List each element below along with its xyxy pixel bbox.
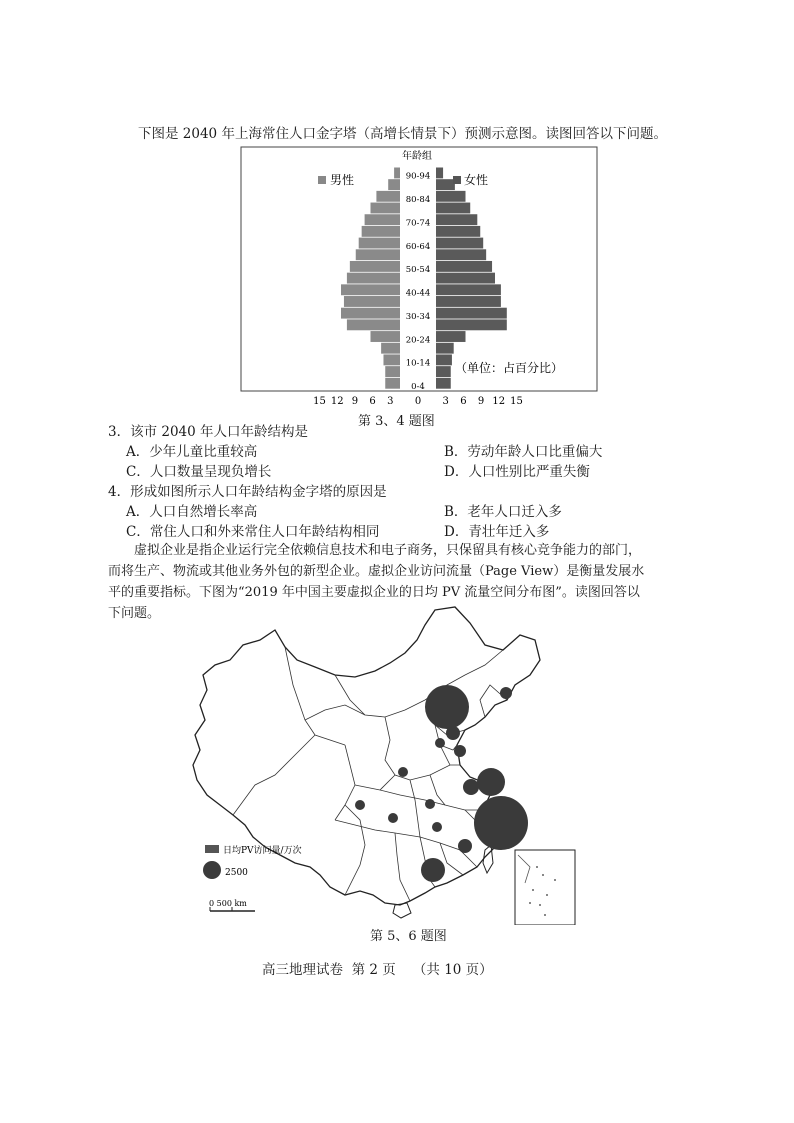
taiwan-island [483, 845, 493, 873]
male-bar [388, 179, 400, 190]
female-bar [436, 366, 451, 377]
male-bar [371, 203, 401, 214]
x-tick-label: 6 [369, 396, 376, 407]
x-tick-label: 3 [387, 396, 394, 407]
pv-bubble [477, 768, 505, 796]
age-label: 40-44 [405, 288, 431, 299]
male-legend-swatch [318, 176, 326, 184]
pv-bubble [388, 813, 398, 823]
female-bar [436, 273, 495, 284]
q4-option-a: A．人口自然增长率高 [126, 504, 258, 520]
age-label: 90-94 [405, 171, 431, 182]
pv-bubble [500, 687, 512, 699]
paragraph-line-2: 而将生产、物流或其他业务外包的新型企业。虚拟企业访问流量（Page View）是衡量发展水 [108, 564, 645, 579]
male-bar [383, 354, 400, 365]
female-bar [436, 249, 486, 260]
paragraph-line-3: 平的重要指标。下图为“2019 年中国主要虚拟企业的日均 PV 流量空间分布图”。读图回答以 [108, 585, 640, 600]
legend-title: 日均PV访问量/万次 [223, 846, 302, 856]
male-bar [381, 343, 400, 354]
map-caption: 第 5、6 题图 [370, 929, 447, 944]
age-label: 70-74 [405, 218, 431, 229]
pv-bubble [355, 800, 365, 810]
pv-bubble [421, 858, 445, 882]
female-bar [436, 308, 507, 319]
female-bar [436, 168, 443, 179]
china-pv-distribution-map [185, 605, 585, 925]
male-bar [385, 378, 400, 389]
pv-bubble [463, 779, 479, 795]
female-bar [436, 238, 483, 249]
legend-bubble [203, 861, 221, 879]
age-label: 20-24 [405, 335, 431, 346]
female-bar [436, 296, 501, 307]
q3-option-a: A．少年儿童比重较高 [126, 444, 258, 460]
legend-swatch [205, 845, 219, 853]
female-bar [436, 343, 454, 354]
male-bar [385, 366, 400, 377]
male-bar [341, 308, 400, 319]
pv-bubble [446, 726, 460, 740]
male-bar [394, 168, 400, 179]
female-bar [436, 331, 466, 342]
page-footer: 高三地理试卷 第 2 页 （共 10 页） [262, 962, 493, 978]
age-label: 30-34 [405, 311, 431, 322]
x-tick-label: 0 [414, 396, 422, 407]
q4-option-c: C．常住人口和外来常住人口年龄结构相同 [126, 524, 380, 540]
q4-option-b: B．老年人口迁入多 [444, 504, 562, 520]
pv-bubble [474, 796, 528, 850]
male-bar [356, 249, 400, 260]
x-tick-label: 3 [442, 396, 449, 407]
pv-bubbles [355, 685, 528, 882]
scale-label: 0 500 km [209, 899, 247, 908]
pv-bubble [454, 745, 466, 757]
age-group-header: 年龄组 [402, 151, 432, 162]
pv-bubble [458, 839, 472, 853]
male-bar [359, 238, 400, 249]
q3-option-c: C．人口数量呈现负增长 [126, 464, 272, 480]
legend-value: 2500 [225, 868, 248, 878]
male-bar [347, 319, 400, 330]
female-bar [436, 226, 480, 237]
population-pyramid-chart [240, 145, 600, 410]
female-bar [436, 191, 466, 202]
male-bar [350, 261, 400, 272]
pv-bubble [435, 738, 445, 748]
male-bar [341, 284, 400, 295]
x-tick-label: 12 [330, 396, 344, 407]
x-tick-label: 9 [477, 396, 485, 407]
unit-note: （单位：占百分比） [455, 361, 564, 375]
female-bar [436, 203, 470, 214]
female-bar [436, 284, 501, 295]
female-bar [436, 354, 452, 365]
age-label: 0-4 [411, 382, 425, 392]
x-tick-label: 12 [492, 396, 506, 407]
female-legend-label: 女性 [464, 173, 489, 187]
female-bar [436, 378, 451, 389]
x-tick-label: 15 [313, 396, 326, 407]
paragraph-line-4: 下问题。 [108, 606, 161, 621]
female-bar [436, 261, 492, 272]
q3-option-b: B．劳动年龄人口比重偏大 [444, 444, 603, 460]
x-tick-label: 6 [460, 396, 467, 407]
q3-option-d: D．人口性别比严重失衡 [444, 464, 590, 480]
hainan-island [393, 903, 411, 918]
q4-option-d: D．青壮年迁入多 [444, 524, 550, 540]
age-label: 10-14 [405, 358, 431, 369]
female-legend-swatch [453, 176, 461, 184]
age-label: 80-84 [405, 195, 431, 206]
pv-bubble [432, 822, 442, 832]
male-bar [362, 226, 400, 237]
age-label: 50-54 [405, 265, 431, 276]
pv-bubble [425, 685, 469, 729]
pyramid-caption: 第 3、4 题图 [358, 414, 435, 429]
male-legend-label: 男性 [330, 173, 355, 187]
intro-text: 下图是 2040 年上海常住人口金字塔（高增长情景下）预测示意图。读图回答以下问题。 [138, 126, 667, 142]
q3-stem: 3．该市 2040 年人口年龄结构是 [108, 424, 309, 440]
male-bar [347, 273, 400, 284]
male-bar [344, 296, 400, 307]
age-label: 60-64 [405, 241, 431, 252]
female-bar [436, 179, 455, 190]
paragraph-line-1: 虚拟企业是指企业运行完全依赖信息技术和电子商务，只保留具有核心竞争能力的部门， [134, 543, 642, 558]
female-bar [436, 214, 477, 225]
x-tick-label: 15 [510, 396, 523, 407]
pv-bubble [425, 799, 435, 809]
province-boundaries [233, 647, 507, 901]
male-bar [376, 191, 400, 202]
female-bar [436, 319, 507, 330]
china-outline [193, 607, 540, 905]
male-bar [371, 331, 401, 342]
male-bar [365, 214, 400, 225]
x-tick-label: 9 [351, 396, 359, 407]
pv-bubble [398, 767, 408, 777]
q4-stem: 4．形成如图所示人口年龄结构金字塔的原因是 [108, 484, 387, 500]
